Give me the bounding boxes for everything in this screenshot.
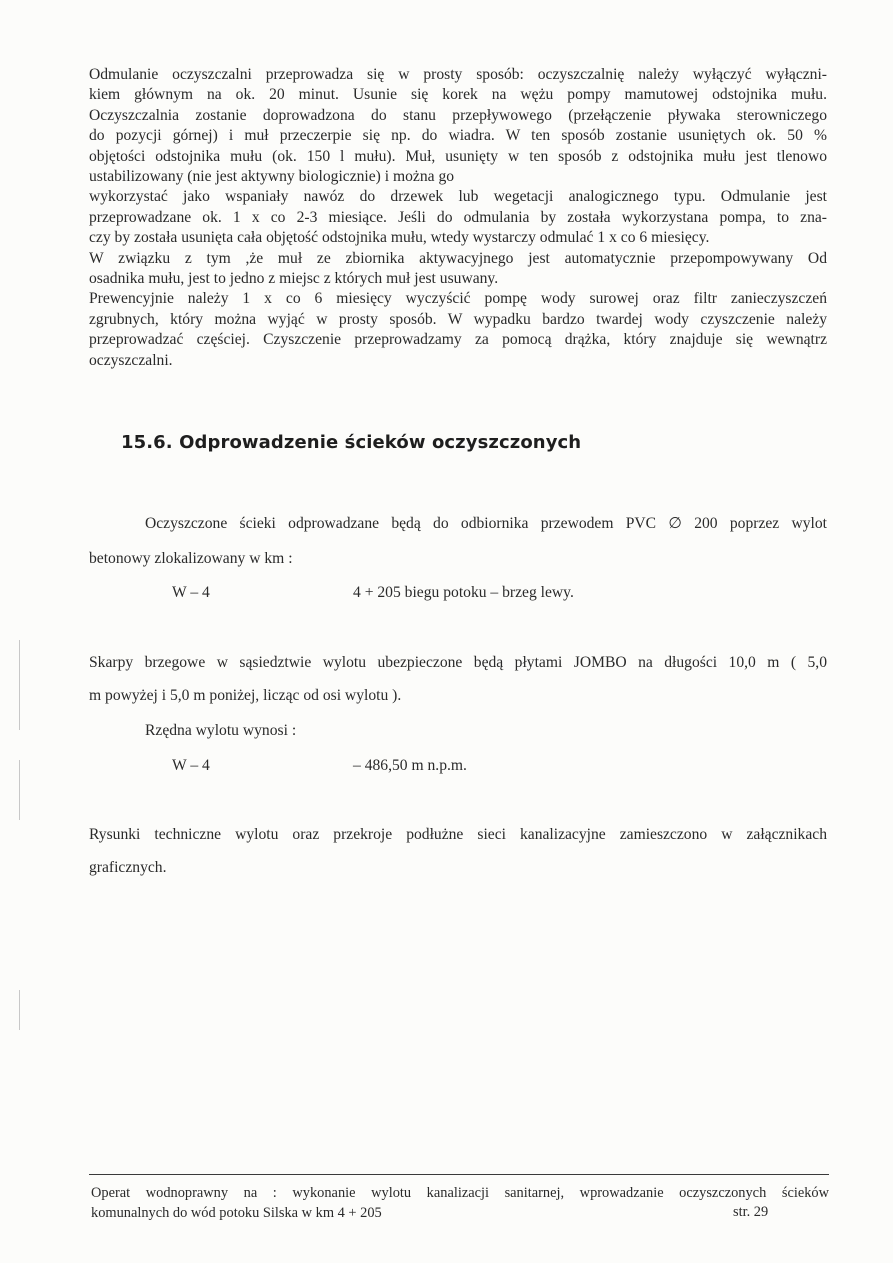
elevation-value: – 486,50 m n.p.m. <box>353 757 467 774</box>
elevation-label: Rzędna wylotu wynosi : <box>145 722 297 739</box>
text-line: przeprowadzać częściej. Czyszczenie przeprowadzamy za pomocą drążka, który znajduje się wewnątrz <box>89 331 827 349</box>
text-line: zgrubnych, który można wyjąć w prosty sposób. W wypadku bardzo twardej wody czyszczenie należy <box>89 310 827 328</box>
slopes-text-line: m powyżej i 5,0 m poniżej, licząc od osi wylotu ). <box>89 687 402 704</box>
drawings-text-line: graficznych. <box>89 859 167 876</box>
text-line: przeprowadzane ok. 1 x co 2-3 miesiące. Jeśli do odmulania by została wykorzystana pompa, to zna- <box>89 208 827 226</box>
text-line: Prewencyjnie należy 1 x co 6 miesięcy wyczyścić pompę wody surowej oraz filtr zanieczyszczeń <box>89 290 827 308</box>
discharge-text-line: Oczyszczone ścieki odprowadzane będą do odbiornika przewodem PVC ∅ 200 poprzez wylot <box>145 515 827 532</box>
text-line: wykorzystać jako wspaniały nawóz do drzewek lub wegetacji analogicznego typu. Odmulanie jest <box>89 188 827 206</box>
intro-text-block <box>89 65 827 371</box>
text-line: Oczyszczalnia zostanie doprowadzona do stanu przepływowego (przełączenie pływaka sterowniczego <box>89 106 827 124</box>
outlet-id: W – 4 <box>172 757 210 774</box>
scan-artifact <box>19 990 20 1030</box>
text-line: oczyszczalni. <box>89 351 173 369</box>
text-line: osadnika mułu, jest to jedno z miejsc z których muł jest usuwany. <box>89 270 499 288</box>
scan-artifact <box>19 760 20 820</box>
discharge-text-line: betonowy zlokalizowany w km : <box>89 550 293 567</box>
footer-text-line: Operat wodnoprawny na : wykonanie wylotu kanalizacji sanitarnej, wprowadzanie oczyszczonych ścieków <box>91 1185 829 1201</box>
text-line: do pozycji górnej) i muł przeczerpie się np. do wiadra. W ten sposób zostanie usuniętych ok. 50 % <box>89 127 827 145</box>
text-line: kiem głównym na ok. 20 minut. Usunie się korek na wężu pompy mamutowej odstojnika mułu. <box>89 86 827 104</box>
slopes-text-line: Skarpy brzegowe w sąsiedztwie wylotu ubezpieczone będą płytami JOMBO na długości 10,0 m ( 5,0 <box>89 654 827 671</box>
scan-artifact <box>19 640 20 730</box>
outlet-id: W – 4 <box>172 584 210 601</box>
page-number: str. 29 <box>733 1204 769 1220</box>
section-heading: 15.6. Odprowadzenie ścieków oczyszczonych <box>121 432 582 453</box>
text-line: ustabilizowany (nie jest aktywny biologicznie) i można go <box>89 168 455 186</box>
drawings-text-line: Rysunki techniczne wylotu oraz przekroje podłużne sieci kanalizacyjne zamieszczono w załącznikach <box>89 826 827 843</box>
text-line: Odmulanie oczyszczalni przeprowadza się w prosty sposób: oczyszczalnię należy wyłączyć wyłączni- <box>89 66 827 83</box>
text-line: objętości odstojnika mułu (ok. 150 l mułu). Muł, usunięty w ten sposób z odstojnika mułu jest tlenowo <box>89 147 827 165</box>
footer-text-line: komunalnych do wód potoku Silska w km 4 + 205 <box>91 1205 382 1221</box>
text-line: czy by została usunięta cała objętość odstojnika mułu, wtedy wystarczy odmulać 1 x co 6 miesięcy. <box>89 229 710 247</box>
footer-divider <box>89 1174 829 1175</box>
outlet-location: 4 + 205 biegu potoku – brzeg lewy. <box>353 584 574 601</box>
text-line: W związku z tym ,że muł ze zbiornika aktywacyjnego jest automatycznie przepompowywany Od <box>89 249 827 267</box>
